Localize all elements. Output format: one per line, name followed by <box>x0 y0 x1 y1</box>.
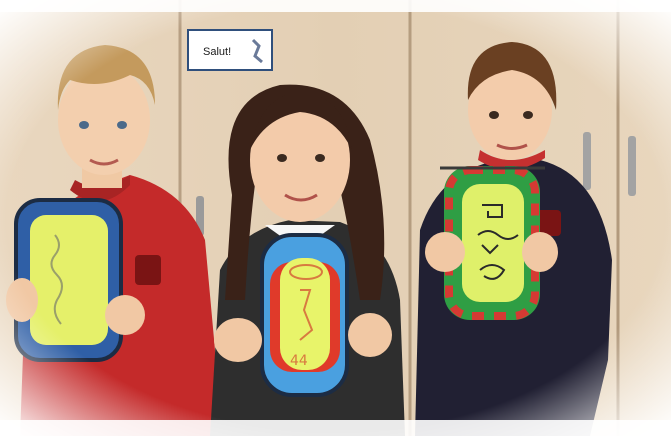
classroom-photo <box>0 0 671 436</box>
